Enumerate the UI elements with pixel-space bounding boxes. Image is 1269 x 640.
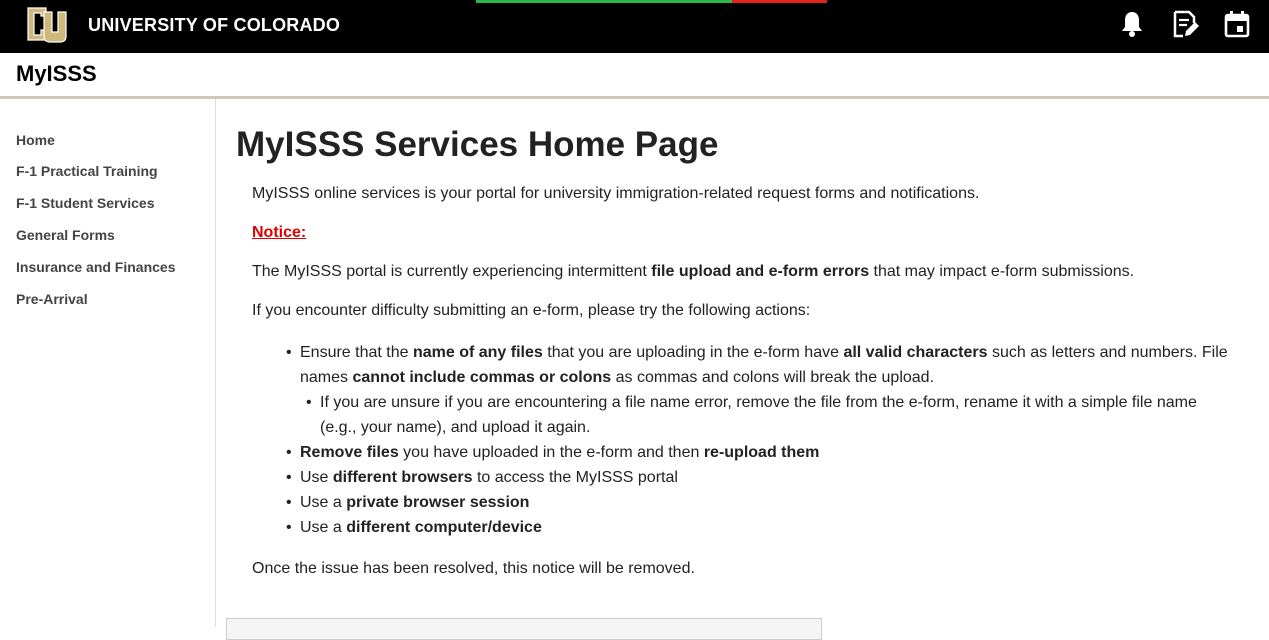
app-title-bar	[0, 53, 1269, 99]
sub-list	[300, 390, 1234, 440]
edit-document-icon[interactable]	[1170, 9, 1200, 39]
list-emphasis: cannot include commas or colons	[352, 369, 612, 386]
list-item	[284, 340, 1234, 440]
list-item	[284, 440, 1234, 465]
list-emphasis: name of any files	[412, 344, 543, 361]
difficulty-text: If you encounter difficulty submitting an e-form, please try the following actions:	[252, 302, 811, 319]
list-item	[284, 465, 1234, 490]
sub-list-item: • If you are unsure if you are encountering a file name error, remove the file from the e-form, rename it with a simple file name (e.g., your name), and upload it again.	[300, 390, 1234, 440]
list-item	[284, 515, 1234, 540]
list-item	[284, 490, 1234, 515]
list-text: you have uploaded in the e-form and then	[398, 444, 704, 461]
sidebar-nav	[0, 99, 216, 627]
app-title[interactable]: MyISSS	[16, 61, 97, 86]
progress-success-segment	[476, 0, 732, 3]
loading-progress-bar	[476, 0, 827, 3]
notice-heading	[252, 224, 306, 242]
university-name[interactable]: UNIVERSITY OF COLORADO	[88, 15, 341, 35]
list-text: to access the MyISSS portal	[472, 469, 678, 486]
list-emphasis: Remove files	[300, 444, 399, 461]
bell-icon[interactable]	[1117, 9, 1147, 39]
sidebar-item-home[interactable]: Home	[16, 132, 55, 148]
calendar-icon[interactable]	[1222, 9, 1252, 39]
list-emphasis: different browsers	[332, 469, 473, 486]
intro-text: MyISSS online services is your portal for university immigration-related request forms and notifications.	[252, 185, 980, 202]
sidebar-item-pre-arrival[interactable]: Pre-Arrival	[16, 291, 88, 307]
list-text: Use a	[300, 519, 347, 536]
sidebar-item-f1-practical-training[interactable]: F-1 Practical Training	[16, 163, 158, 179]
cu-logo-icon[interactable]	[24, 4, 68, 44]
page-title: MyISSS Services Home Page	[236, 125, 719, 164]
list-text: that you are uploading in the e-form have	[542, 344, 844, 361]
notice-label: Notice:	[252, 224, 307, 241]
status-emphasis: file upload and e-form errors	[651, 263, 870, 280]
top-header-bar	[0, 0, 1269, 53]
troubleshooting-list	[284, 340, 1234, 540]
progress-error-segment	[732, 0, 827, 3]
list-emphasis: all valid characters	[843, 344, 988, 361]
list-text: Use a	[300, 494, 347, 511]
sidebar-item-general-forms[interactable]: General Forms	[16, 227, 115, 243]
status-message	[252, 263, 1134, 281]
status-text: The MyISSS portal is currently experiencing intermittent	[252, 263, 652, 280]
list-text: as commas and colons will break the upload.	[611, 369, 935, 386]
list-emphasis: different computer/device	[346, 519, 542, 536]
list-text: such as letters and numbers. File names	[300, 344, 1228, 386]
list-emphasis: re-upload them	[703, 444, 820, 461]
content-panel	[226, 618, 822, 640]
sidebar-item-f1-student-services[interactable]: F-1 Student Services	[16, 195, 155, 211]
list-text: Use	[300, 469, 333, 486]
closing-text: Once the issue has been resolved, this notice will be removed.	[252, 560, 695, 577]
status-text-end: that may impact e-form submissions.	[869, 263, 1135, 280]
sidebar-item-insurance-and-finances[interactable]: Insurance and Finances	[16, 259, 176, 275]
list-text: Ensure that the	[300, 344, 413, 361]
list-emphasis: private browser session	[346, 494, 530, 511]
